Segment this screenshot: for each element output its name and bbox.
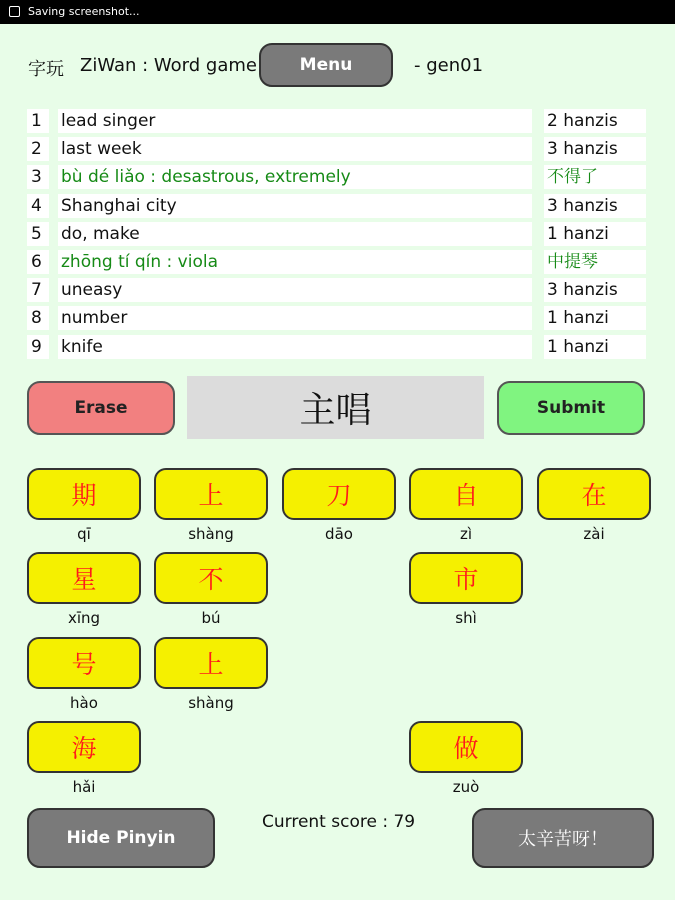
hanzi-tile[interactable]: 刀 <box>282 468 396 520</box>
hanzi-tile[interactable]: 海 <box>27 721 141 773</box>
clue-number: 2 <box>27 137 49 161</box>
app-title: ZiWan : Word game <box>80 55 257 76</box>
tile-pinyin: dāo <box>325 525 353 543</box>
clue-text: bù dé liǎo : desastrous, extremely <box>58 165 532 189</box>
clue-answer: 1 hanzi <box>544 306 646 330</box>
tile-pinyin: shì <box>455 609 477 627</box>
clue-answer: 1 hanzi <box>544 335 646 359</box>
clue-text: number <box>58 306 532 330</box>
clue-number: 1 <box>27 109 49 133</box>
clue-number: 5 <box>27 222 49 246</box>
clue-number: 7 <box>27 278 49 302</box>
clue-text: uneasy <box>58 278 532 302</box>
clue-text: knife <box>58 335 532 359</box>
menu-button[interactable]: Menu <box>259 43 393 87</box>
hanzi-tile[interactable]: 上 <box>154 468 268 520</box>
answer-display: 主唱 <box>187 376 484 439</box>
tile-pinyin: zì <box>459 525 473 543</box>
clue-answer: 1 hanzi <box>544 222 646 246</box>
tile-pinyin: zài <box>583 525 605 543</box>
tile-pinyin: xīng <box>67 609 101 627</box>
hide-pinyin-button[interactable]: Hide Pinyin <box>27 808 215 868</box>
clue-number: 9 <box>27 335 49 359</box>
clue-text: lead singer <box>58 109 532 133</box>
erase-button[interactable]: Erase <box>27 381 175 435</box>
hanzi-tile[interactable]: 做 <box>409 721 523 773</box>
screenshot-icon <box>9 6 20 17</box>
hanzi-tile[interactable]: 自 <box>409 468 523 520</box>
tile-pinyin: bú <box>201 609 221 627</box>
clue-text: Shanghai city <box>58 194 532 218</box>
give-up-button[interactable]: 太辛苦呀！ <box>472 808 654 868</box>
hanzi-tile[interactable]: 期 <box>27 468 141 520</box>
hanzi-tile[interactable]: 在 <box>537 468 651 520</box>
tile-pinyin: zuò <box>452 778 480 796</box>
clue-number: 4 <box>27 194 49 218</box>
hanzi-tile[interactable]: 星 <box>27 552 141 604</box>
clue-number: 3 <box>27 165 49 189</box>
clue-text: zhōng tí qín : viola <box>58 250 532 274</box>
clue-text: last week <box>58 137 532 161</box>
clue-number: 8 <box>27 306 49 330</box>
submit-button[interactable]: Submit <box>497 381 645 435</box>
game-id: - gen01 <box>414 55 484 76</box>
tile-pinyin: shàng <box>188 694 234 712</box>
status-bar <box>0 0 675 24</box>
app-brand: 字玩 <box>28 59 64 80</box>
clue-answer: 3 hanzis <box>544 278 646 302</box>
hanzi-tile[interactable]: 号 <box>27 637 141 689</box>
tile-pinyin: shàng <box>188 525 234 543</box>
clue-answer: 中提琴 <box>544 250 646 274</box>
clue-answer: 2 hanzis <box>544 109 646 133</box>
score-text: Current score : 79 <box>262 812 416 832</box>
clue-answer: 3 hanzis <box>544 194 646 218</box>
tile-pinyin: hào <box>70 694 98 712</box>
tile-pinyin: hǎi <box>72 778 96 796</box>
clue-text: do, make <box>58 222 532 246</box>
hanzi-tile[interactable]: 上 <box>154 637 268 689</box>
clue-answer: 不得了 <box>544 165 646 189</box>
status-text: Saving screenshot... <box>28 5 140 18</box>
hanzi-tile[interactable]: 市 <box>409 552 523 604</box>
hanzi-tile[interactable]: 不 <box>154 552 268 604</box>
tile-pinyin: qī <box>77 525 91 543</box>
clue-number: 6 <box>27 250 49 274</box>
clue-answer: 3 hanzis <box>544 137 646 161</box>
